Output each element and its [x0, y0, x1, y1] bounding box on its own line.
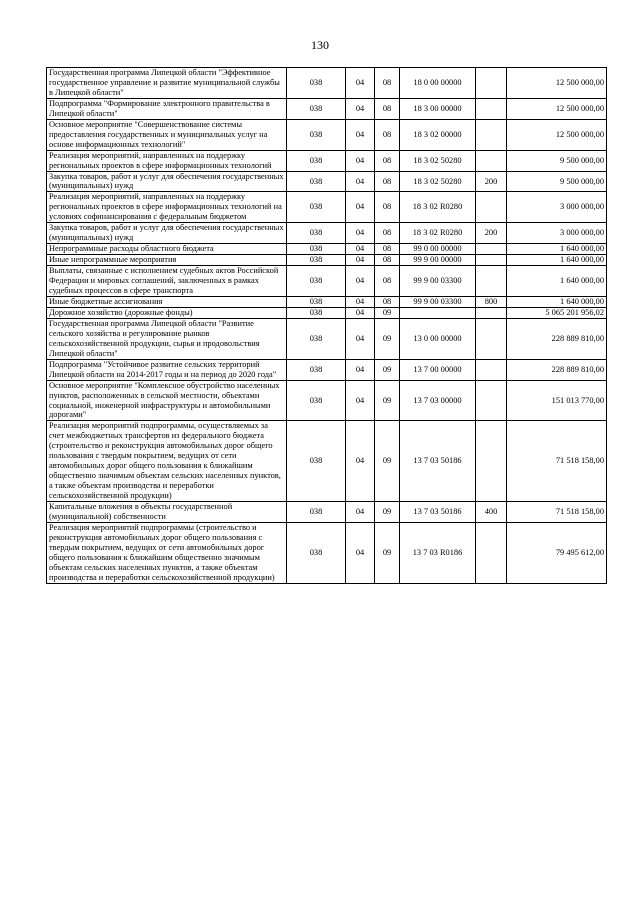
expense-name: Реализация мероприятий подпрограммы, осуществляемых за счет межбюджетных трансфертов из федерального бюджета (строительство и реконструкция автомобильных дорог общего пользования с твердым покрытием, ведущих от сети автомобильных дорог общего пользования к ближайшим общественно значимым объектам сельских населенных пунктов, а также объектам производства и переработки сельскохозяйственной продукции) [47, 421, 287, 502]
ministry-code: 038 [287, 192, 346, 223]
expense-name: Государственная программа Липецкой области "Развитие сельского хозяйства и регулирование рынков сельскохозяйственной продукции, сырья и продовольствия Липецкой области" [47, 318, 287, 359]
expense-name: Непрограммные расходы областного бюджета [47, 244, 287, 255]
expense-type-code: 200 [476, 223, 507, 244]
section-code: 04 [346, 359, 375, 380]
expense-type-code: 200 [476, 171, 507, 192]
section-code: 04 [346, 192, 375, 223]
target-item-code: 99 9 00 03300 [400, 296, 476, 307]
subsection-code: 08 [375, 266, 400, 297]
subsection-code: 08 [375, 171, 400, 192]
subsection-code: 08 [375, 150, 400, 171]
subsection-code: 08 [375, 98, 400, 119]
amount: 151 013 770,00 [507, 380, 607, 421]
section-code: 04 [346, 502, 375, 523]
table-row [47, 318, 607, 359]
amount: 228 889 810,00 [507, 359, 607, 380]
subsection-code: 09 [375, 380, 400, 421]
ministry-code: 038 [287, 255, 346, 266]
expense-name: Капитальные вложения в объекты государственной (муниципальной) собственности [47, 502, 287, 523]
target-item-code: 13 7 03 00000 [400, 380, 476, 421]
amount: 9 500 000,00 [507, 171, 607, 192]
ministry-code: 038 [287, 522, 346, 583]
expense-name: Реализация мероприятий, направленных на поддержку региональных проектов в сфере информационных технологий [47, 150, 287, 171]
target-item-code [400, 307, 476, 318]
expense-type-code [476, 266, 507, 297]
subsection-code: 08 [375, 192, 400, 223]
expense-type-code [476, 522, 507, 583]
expense-type-code [476, 68, 507, 99]
expense-type-code: 400 [476, 502, 507, 523]
expense-name: Выплаты, связанные с исполнением судебных актов Российской Федерации и мировых соглашений, заключенных в рамках судебных процессов в сфере транспорта [47, 266, 287, 297]
target-item-code: 18 3 02 50280 [400, 150, 476, 171]
expense-name: Реализация мероприятий, направленных на поддержку региональных проектов в сфере информационных технологий на условиях софинансирования с федеральным бюджетом [47, 192, 287, 223]
subsection-code: 08 [375, 296, 400, 307]
section-code: 04 [346, 150, 375, 171]
subsection-code: 09 [375, 522, 400, 583]
table-row [47, 68, 607, 99]
section-code: 04 [346, 380, 375, 421]
ministry-code: 038 [287, 307, 346, 318]
section-code: 04 [346, 421, 375, 502]
ministry-code: 038 [287, 380, 346, 421]
amount: 1 640 000,00 [507, 266, 607, 297]
table-row [47, 223, 607, 244]
table-body [47, 68, 607, 584]
table-row [47, 150, 607, 171]
section-code: 04 [346, 171, 375, 192]
expense-name: Иные непрограммные мероприятия [47, 255, 287, 266]
expense-name: Реализация мероприятий подпрограммы (строительство и реконструкция автомобильных дорог общего пользования с твердым покрытием, ведущих от сети автомобильных дорог общего пользования к ближайшим общественно значимым объектам сельских населенных пунктов, а также объектам производства и переработки сельскохозяйственной продукции) [47, 522, 287, 583]
amount: 71 518 158,00 [507, 421, 607, 502]
table-row [47, 359, 607, 380]
amount: 1 640 000,00 [507, 296, 607, 307]
subsection-code: 08 [375, 255, 400, 266]
section-code: 04 [346, 98, 375, 119]
section-code: 04 [346, 522, 375, 583]
amount: 3 000 000,00 [507, 192, 607, 223]
subsection-code: 09 [375, 359, 400, 380]
subsection-code: 09 [375, 502, 400, 523]
expense-name: Подпрограмма "Устойчивое развитие сельских территорий Липецкой области на 2014-2017 годы и на период до 2020 года" [47, 359, 287, 380]
budget-table [46, 67, 607, 584]
ministry-code: 038 [287, 266, 346, 297]
amount: 12 500 000,00 [507, 98, 607, 119]
ministry-code: 038 [287, 98, 346, 119]
amount: 5 065 201 956,02 [507, 307, 607, 318]
table-row [47, 244, 607, 255]
section-code: 04 [346, 307, 375, 318]
subsection-code: 09 [375, 307, 400, 318]
target-item-code: 13 7 00 00000 [400, 359, 476, 380]
ministry-code: 038 [287, 359, 346, 380]
amount: 12 500 000,00 [507, 68, 607, 99]
table-row [47, 502, 607, 523]
expense-type-code: 800 [476, 296, 507, 307]
amount: 228 889 810,00 [507, 318, 607, 359]
expense-name: Основное мероприятие "Комплексное обустройство населенных пунктов, расположенных в сельской местности, объектами социальной, инженерной инфраструктуры и автомобильными дорогами" [47, 380, 287, 421]
target-item-code: 13 7 03 R0186 [400, 522, 476, 583]
amount: 9 500 000,00 [507, 150, 607, 171]
expense-name: Основное мероприятие "Совершенствование системы предоставления государственных и муниципальных услуг на основе информационных технологий" [47, 119, 287, 150]
expense-type-code [476, 307, 507, 318]
table-row [47, 255, 607, 266]
amount: 1 640 000,00 [507, 255, 607, 266]
ministry-code: 038 [287, 119, 346, 150]
target-item-code: 18 3 02 R0280 [400, 192, 476, 223]
section-code: 04 [346, 119, 375, 150]
section-code: 04 [346, 266, 375, 297]
expense-name: Государственная программа Липецкой области "Эффективное государственное управление и развитие муниципальной службы в Липецкой области" [47, 68, 287, 99]
page-number: 130 [311, 38, 329, 52]
subsection-code: 08 [375, 68, 400, 99]
expense-type-code [476, 150, 507, 171]
ministry-code: 038 [287, 502, 346, 523]
ministry-code: 038 [287, 68, 346, 99]
table-row [47, 171, 607, 192]
target-item-code: 13 7 03 50186 [400, 421, 476, 502]
ministry-code: 038 [287, 171, 346, 192]
table-row [47, 421, 607, 502]
table-row [47, 119, 607, 150]
expense-name: Подпрограмма "Формирование электронного правительства в Липецкой области" [47, 98, 287, 119]
expense-type-code [476, 421, 507, 502]
target-item-code: 99 0 00 00000 [400, 244, 476, 255]
ministry-code: 038 [287, 421, 346, 502]
ministry-code: 038 [287, 150, 346, 171]
expense-type-code [476, 255, 507, 266]
table-row [47, 192, 607, 223]
amount: 1 640 000,00 [507, 244, 607, 255]
target-item-code: 99 9 00 03300 [400, 266, 476, 297]
table-row [47, 98, 607, 119]
expense-name: Дорожное хозяйство (дорожные фонды) [47, 307, 287, 318]
section-code: 04 [346, 255, 375, 266]
target-item-code: 18 3 00 00000 [400, 98, 476, 119]
amount: 12 500 000,00 [507, 119, 607, 150]
expense-type-code [476, 318, 507, 359]
section-code: 04 [346, 68, 375, 99]
ministry-code: 038 [287, 296, 346, 307]
target-item-code: 13 0 00 00000 [400, 318, 476, 359]
target-item-code: 18 0 00 00000 [400, 68, 476, 99]
section-code: 04 [346, 296, 375, 307]
expense-type-code [476, 98, 507, 119]
subsection-code: 08 [375, 244, 400, 255]
target-item-code: 18 3 02 R0280 [400, 223, 476, 244]
table-row [47, 266, 607, 297]
section-code: 04 [346, 223, 375, 244]
section-code: 04 [346, 318, 375, 359]
section-code: 04 [346, 244, 375, 255]
amount: 3 000 000,00 [507, 223, 607, 244]
target-item-code: 13 7 03 50186 [400, 502, 476, 523]
table-row [47, 296, 607, 307]
subsection-code: 09 [375, 318, 400, 359]
target-item-code: 18 3 02 00000 [400, 119, 476, 150]
subsection-code: 08 [375, 223, 400, 244]
ministry-code: 038 [287, 244, 346, 255]
table-row [47, 380, 607, 421]
expense-name: Закупка товаров, работ и услуг для обеспечения государственных (муниципальных) нужд [47, 223, 287, 244]
subsection-code: 09 [375, 421, 400, 502]
expense-name: Иные бюджетные ассигнования [47, 296, 287, 307]
expense-name: Закупка товаров, работ и услуг для обеспечения государственных (муниципальных) нужд [47, 171, 287, 192]
amount: 79 495 612,00 [507, 522, 607, 583]
expense-type-code [476, 119, 507, 150]
expense-type-code [476, 380, 507, 421]
expense-type-code [476, 244, 507, 255]
target-item-code: 18 3 02 50280 [400, 171, 476, 192]
expense-type-code [476, 192, 507, 223]
subsection-code: 08 [375, 119, 400, 150]
expense-type-code [476, 359, 507, 380]
amount: 71 518 158,00 [507, 502, 607, 523]
ministry-code: 038 [287, 318, 346, 359]
table-row [47, 307, 607, 318]
target-item-code: 99 9 00 00000 [400, 255, 476, 266]
table-row [47, 522, 607, 583]
ministry-code: 038 [287, 223, 346, 244]
